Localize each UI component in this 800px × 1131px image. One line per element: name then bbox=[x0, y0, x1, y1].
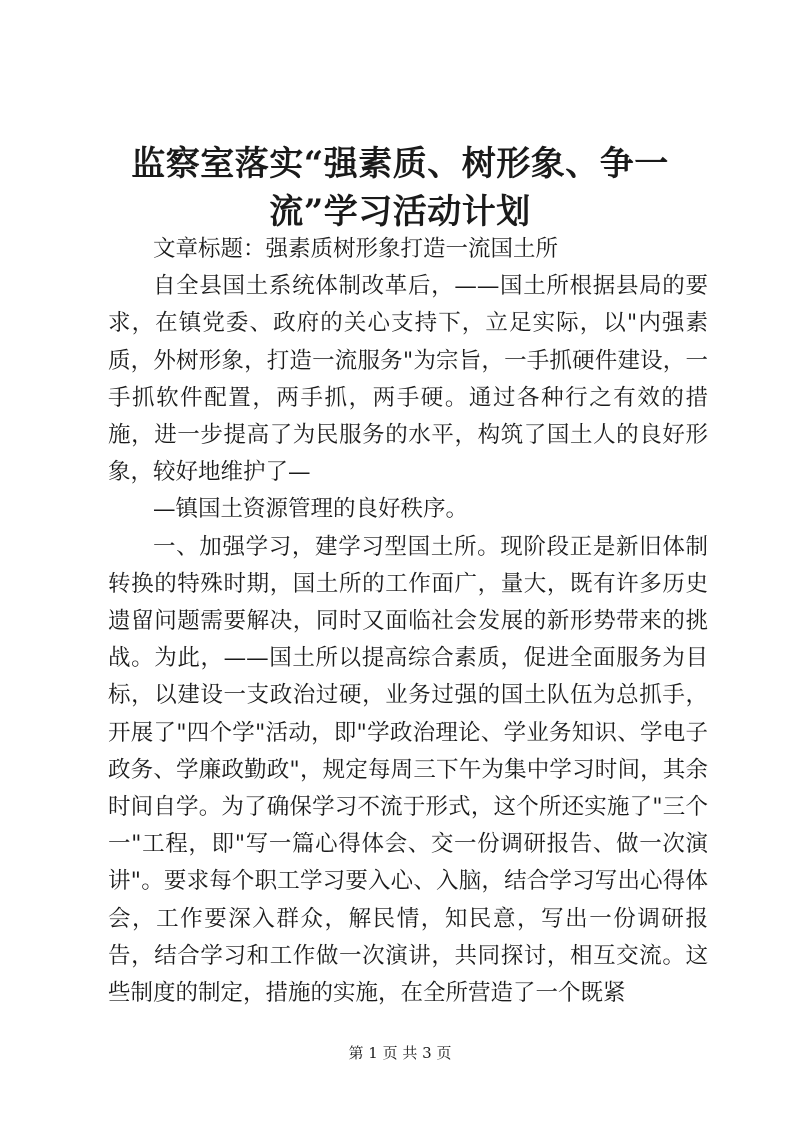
intro-paragraph: 自全县国土系统体制改革后，——国土所根据县局的要求，在镇党委、政府的关心支持下，立足实际，以"内强素质，外树形象，打造一流服务"为宗旨，一手抓硬件建设，一手抓软件配置，两手抓，两手硬。通过各种行之有效的措施，进一步提高了为民服务的水平，构筑了国土人的良好形象，较好地维护了— bbox=[108, 273, 708, 486]
intro-continuation-paragraph: —镇国土资源管理的良好秩序。 bbox=[153, 496, 469, 523]
page-footer: 第 1 页 共 3 页 bbox=[348, 1044, 452, 1062]
document-title: 监察室落实“强素质、树形象、争一流”学习活动计划 bbox=[131, 144, 669, 232]
article-heading-paragraph: 文章标题：强素质树形象打造一流国土所 bbox=[153, 236, 559, 262]
document-body bbox=[108, 231, 708, 1012]
section-one-paragraph: 一、加强学习，建学习型国土所。现阶段正是新旧体制转换的特殊时期，国土所的工作面广，量大，既有许多历史遗留问题需要解决，同时又面临社会发展的新形势带来的挑战。为此，——国土所以提高综合素质，促进全面服务为目标，以建设一支政治过硬，业务过强的国土队伍为总抓手，开展了"四个学"活动，即"学政治理论、学业务知识、学电子政务、学廉政勤政"，规定每周三下午为集中学习时间，其余时间自学。为了确保学习不流于形式，这个所还实施了"三个一"工程，即"写一篇心得体会、交一份调研报告、做一次演讲"。要求每个职工学习要入心、入脑，结合学习写出心得体会，工作要深入群众，解民情，知民意，写出一份调研报告，结合学习和工作做一次演讲，共同探讨，相互交流。这些制度的制定，措施的实施，在全所营造了一个既紧 bbox=[108, 533, 708, 1007]
